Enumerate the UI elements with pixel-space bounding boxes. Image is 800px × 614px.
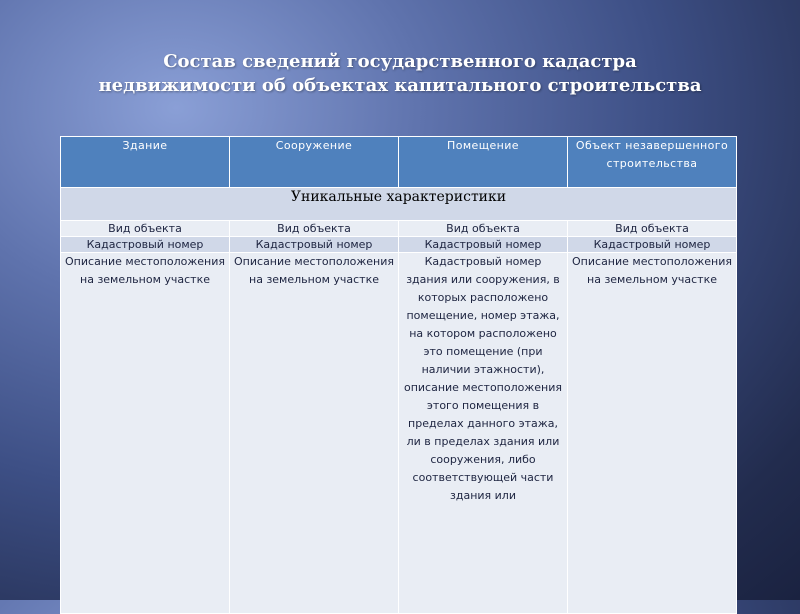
table-header-row xyxy=(61,137,737,188)
table-cell: Вид объекта xyxy=(61,221,230,237)
table-cell: Вид объекта xyxy=(230,221,399,237)
title-line-2: недвижимости об объектах капитального строительства xyxy=(98,75,702,96)
header-building: Здание xyxy=(61,137,230,188)
table-cell: Кадастровый номер xyxy=(61,237,230,253)
header-unfinished-construction: Объект незавершенного строительства xyxy=(568,137,737,188)
table-cell: Описание местоположения на земельном участке xyxy=(568,253,737,614)
header-premises: Помещение xyxy=(399,137,568,188)
table-cell: Кадастровый номер xyxy=(568,237,737,253)
table-cell: Вид объекта xyxy=(568,221,737,237)
table-cell: Кадастровый номер xyxy=(230,237,399,253)
table-cell: Вид объекта xyxy=(399,221,568,237)
table-cell: Кадастровый номер здания или сооружения, в которых расположено помещение, номер этажа, на котором расположено это помещение (при наличии этажности), описание местоположения этого помещения в пределах данного этажа, ли в пределах здания или сооружения, либо соответствующей части здания или xyxy=(399,253,568,614)
slide-title xyxy=(60,50,740,98)
title-line-1: Состав сведений государственного кадастра xyxy=(163,51,637,72)
section-row xyxy=(61,188,737,221)
section-label: Уникальные характеристики xyxy=(61,188,737,221)
table-row xyxy=(61,253,737,614)
table-row xyxy=(61,237,737,253)
cadastre-table xyxy=(60,136,737,614)
table-cell: Кадастровый номер xyxy=(399,237,568,253)
table-cell: Описание местоположения на земельном участке xyxy=(230,253,399,614)
table-row xyxy=(61,221,737,237)
header-structure: Сооружение xyxy=(230,137,399,188)
table-cell: Описание местоположения на земельном участке xyxy=(61,253,230,614)
